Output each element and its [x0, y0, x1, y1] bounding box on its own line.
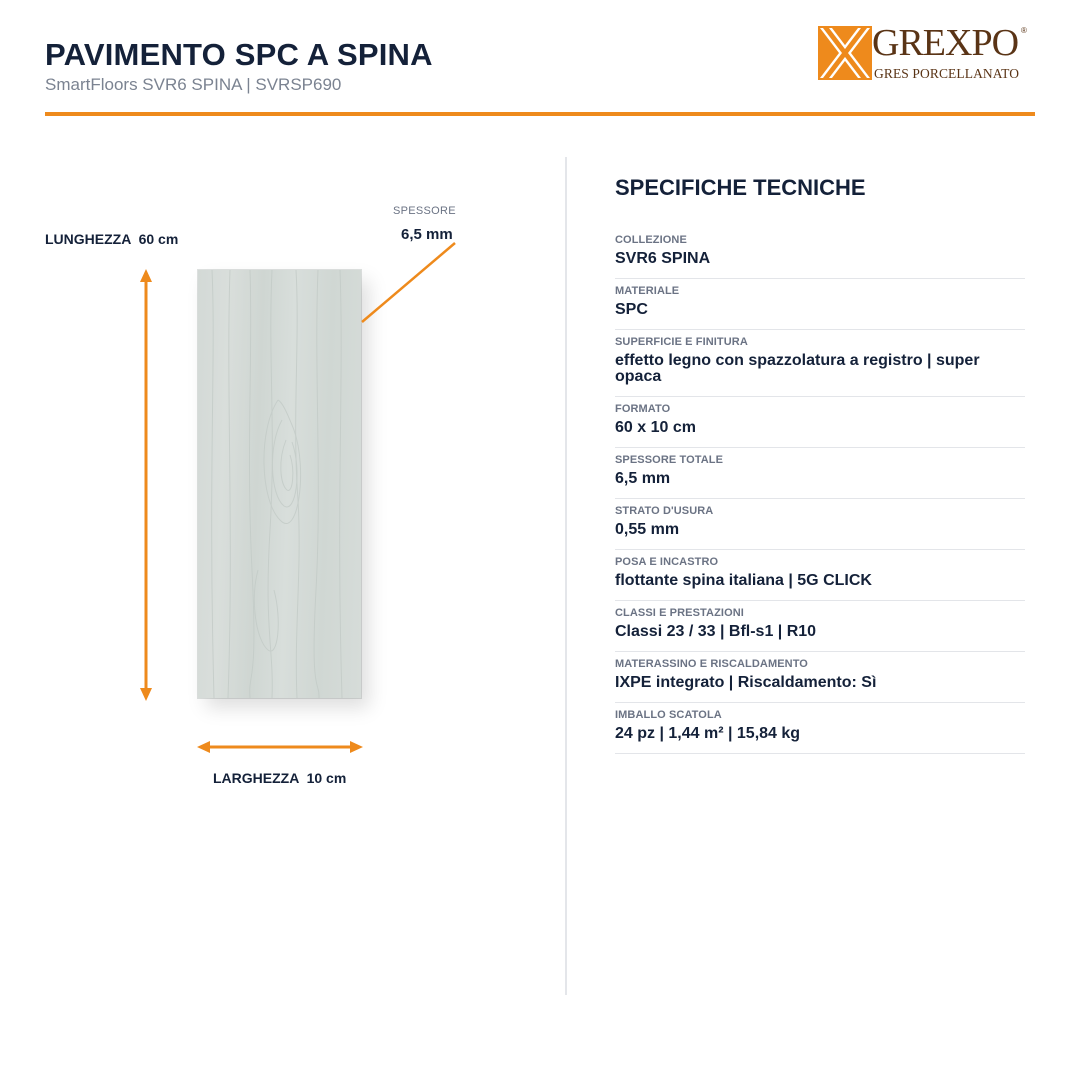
spec-row-posa — [615, 550, 1025, 601]
spec-label: CLASSI E PRESTAZIONI — [615, 607, 744, 619]
spec-row-collezione — [615, 228, 1025, 279]
product-subtitle: SmartFloors SVR6 SPINA | SVRSP690 — [45, 75, 342, 94]
registered-mark: ® — [1021, 26, 1027, 35]
spec-value: effetto legno con spazzolatura a registro | super opaca — [615, 352, 980, 385]
spec-value: Classi 23 / 33 | Bfl-s1 | R10 — [615, 623, 817, 640]
spec-row-imballo — [615, 703, 1025, 754]
spec-value: flottante spina italiana | 5G CLICK — [615, 572, 872, 589]
spec-label: SPESSORE TOTALE — [615, 454, 724, 466]
spec-label: MATERASSINO E RISCALDAMENTO — [615, 658, 808, 670]
specs-heading: SPECIFICHE TECNICHE — [615, 175, 866, 200]
spec-label: IMBALLO SCATOLA — [615, 709, 722, 721]
spec-value: 60 x 10 cm — [615, 419, 696, 436]
spec-value: 0,55 mm — [615, 521, 680, 538]
spec-row-formato — [615, 397, 1025, 448]
spec-row-materassino — [615, 652, 1025, 703]
width-arrow-icon — [197, 741, 363, 753]
spec-label: COLLEZIONE — [615, 234, 687, 246]
spec-value: 24 pz | 1,44 m² | 15,84 kg — [615, 725, 801, 742]
spec-row-strato-usura — [615, 499, 1025, 550]
spec-row-classi — [615, 601, 1025, 652]
width-label: LARGHEZZA 10 cm — [213, 770, 347, 786]
spec-label: POSA E INCASTRO — [615, 556, 719, 568]
spec-value: SPC — [615, 301, 648, 318]
page-title: PAVIMENTO SPC A SPINA — [45, 37, 433, 72]
spec-value: IXPE integrato | Riscaldamento: Sì — [615, 674, 877, 691]
spec-value: 6,5 mm — [615, 470, 671, 487]
spec-row-spessore — [615, 448, 1025, 499]
spec-row-materiale — [615, 279, 1025, 330]
length-label: LUNGHEZZA 60 cm — [45, 231, 179, 247]
spec-label: MATERIALE — [615, 285, 680, 297]
length-arrow-icon — [140, 269, 152, 701]
specs-list — [615, 228, 1025, 754]
spec-label: STRATO D'USURA — [615, 505, 714, 517]
thickness-leader-line — [362, 243, 455, 322]
spec-label: FORMATO — [615, 403, 671, 415]
logo-wordmark: GREXPO — [872, 22, 1019, 64]
thickness-value: 6,5 mm — [401, 226, 453, 243]
spec-label: SUPERFICIE E FINITURA — [615, 336, 748, 348]
thickness-caption: SPESSORE — [393, 205, 456, 217]
spec-row-superficie — [615, 330, 1025, 397]
spec-value: SVR6 SPINA — [615, 250, 711, 267]
logo-tagline: GRES PORCELLANATO — [874, 66, 1020, 81]
